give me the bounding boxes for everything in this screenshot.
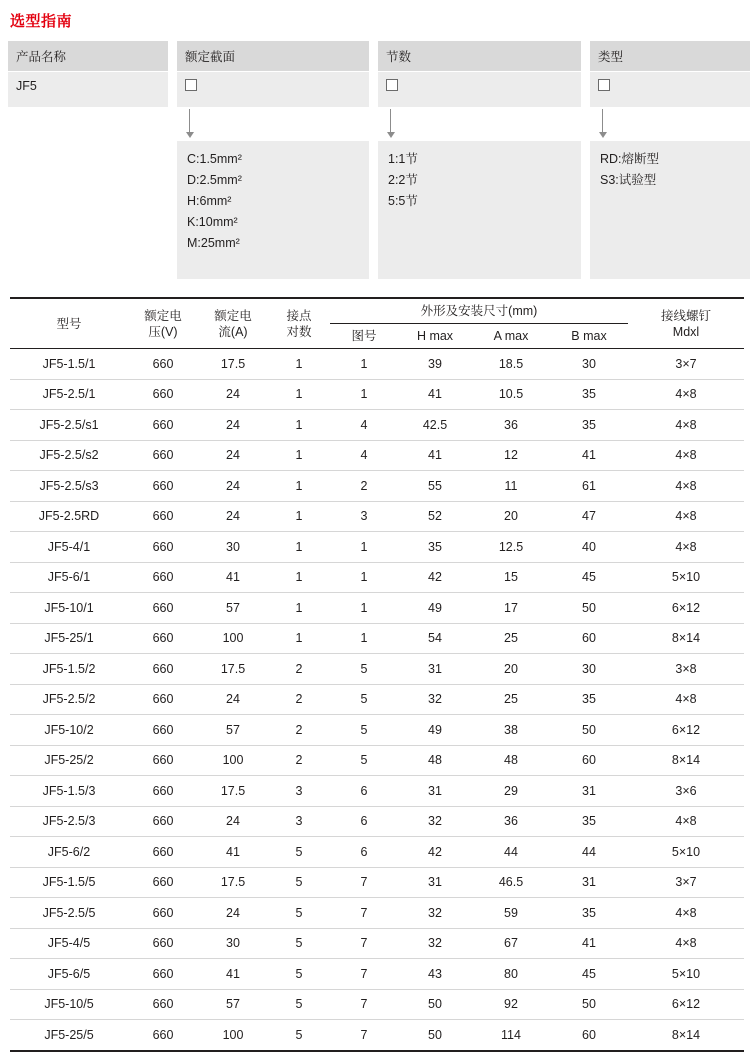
cell-voltage: 660 xyxy=(128,684,198,715)
cell-voltage: 660 xyxy=(128,837,198,868)
down-arrow-icon xyxy=(602,109,603,133)
cell-model: JF5-25/2 xyxy=(10,745,128,776)
cell-model: JF5-10/5 xyxy=(10,989,128,1020)
guide-option: H:6mm² xyxy=(187,194,232,208)
col-header-current-line1: 额定电 xyxy=(214,308,252,323)
cell-screw: 3×6 xyxy=(628,776,744,807)
cell-hmax: 32 xyxy=(398,898,472,929)
guide-header-type: 类型 xyxy=(590,41,750,72)
cell-voltage: 660 xyxy=(128,898,198,929)
cell-screw: 5×10 xyxy=(628,837,744,868)
cell-pairs: 1 xyxy=(268,410,330,441)
guide-option: 1:1节 xyxy=(388,152,418,166)
cell-figure: 1 xyxy=(330,379,398,410)
cell-bmax: 60 xyxy=(550,623,628,654)
guide-arrow-cross-section xyxy=(177,107,369,141)
guide-column-cross-section xyxy=(177,41,369,279)
cell-pairs: 1 xyxy=(268,501,330,532)
guide-checkbox-cell-cross-section xyxy=(177,72,369,107)
table-row xyxy=(10,837,744,868)
cell-figure: 1 xyxy=(330,532,398,563)
cell-model: JF5-25/1 xyxy=(10,623,128,654)
guide-options-cross-section xyxy=(177,141,369,279)
cell-amax: 36 xyxy=(472,806,550,837)
cell-model: JF5-2.5/3 xyxy=(10,806,128,837)
cell-voltage: 660 xyxy=(128,379,198,410)
cell-hmax: 55 xyxy=(398,471,472,502)
cell-bmax: 35 xyxy=(550,898,628,929)
cell-hmax: 52 xyxy=(398,501,472,532)
table-row xyxy=(10,928,744,959)
cell-current: 24 xyxy=(198,684,268,715)
cell-screw: 4×8 xyxy=(628,928,744,959)
cell-amax: 20 xyxy=(472,501,550,532)
cell-current: 24 xyxy=(198,471,268,502)
cell-figure: 2 xyxy=(330,471,398,502)
cell-model: JF5-4/5 xyxy=(10,928,128,959)
cell-screw: 4×8 xyxy=(628,898,744,929)
cell-model: JF5-1.5/5 xyxy=(10,867,128,898)
guide-options-type xyxy=(590,141,750,279)
cell-current: 41 xyxy=(198,837,268,868)
table-row xyxy=(10,501,744,532)
cell-voltage: 660 xyxy=(128,562,198,593)
cell-amax: 15 xyxy=(472,562,550,593)
guide-option: M:25mm² xyxy=(187,236,240,250)
table-row xyxy=(10,776,744,807)
table-row xyxy=(10,959,744,990)
cell-model: JF5-1.5/1 xyxy=(10,349,128,380)
cell-pairs: 5 xyxy=(268,837,330,868)
guide-column-type xyxy=(590,41,750,279)
table-row xyxy=(10,379,744,410)
cell-amax: 114 xyxy=(472,1020,550,1051)
col-header-screw xyxy=(628,298,744,349)
cell-pairs: 5 xyxy=(268,959,330,990)
cell-screw: 3×8 xyxy=(628,654,744,685)
cell-voltage: 660 xyxy=(128,715,198,746)
table-row xyxy=(10,745,744,776)
cell-current: 24 xyxy=(198,806,268,837)
down-arrow-icon xyxy=(189,109,190,133)
cell-current: 24 xyxy=(198,501,268,532)
cell-current: 100 xyxy=(198,745,268,776)
cell-screw: 4×8 xyxy=(628,471,744,502)
cell-amax: 10.5 xyxy=(472,379,550,410)
cell-screw: 8×14 xyxy=(628,623,744,654)
cell-voltage: 660 xyxy=(128,532,198,563)
cell-figure: 6 xyxy=(330,837,398,868)
cell-model: JF5-6/5 xyxy=(10,959,128,990)
cell-amax: 12.5 xyxy=(472,532,550,563)
table-row xyxy=(10,1020,744,1051)
col-header-pairs-line2: 对数 xyxy=(286,324,312,339)
cell-figure: 7 xyxy=(330,959,398,990)
cell-figure: 5 xyxy=(330,684,398,715)
cell-voltage: 660 xyxy=(128,806,198,837)
table-body xyxy=(10,349,744,1051)
cell-pairs: 2 xyxy=(268,684,330,715)
cell-bmax: 47 xyxy=(550,501,628,532)
table-row xyxy=(10,898,744,929)
cell-current: 24 xyxy=(198,410,268,441)
cell-figure: 5 xyxy=(330,654,398,685)
cell-bmax: 45 xyxy=(550,562,628,593)
cell-figure: 6 xyxy=(330,806,398,837)
table-row xyxy=(10,532,744,563)
cell-pairs: 5 xyxy=(268,989,330,1020)
cell-hmax: 31 xyxy=(398,867,472,898)
col-header-current xyxy=(198,298,268,349)
guide-option: 5:5节 xyxy=(388,194,418,208)
cell-screw: 5×10 xyxy=(628,959,744,990)
cell-hmax: 31 xyxy=(398,776,472,807)
cell-current: 24 xyxy=(198,379,268,410)
cell-figure: 7 xyxy=(330,989,398,1020)
cell-bmax: 35 xyxy=(550,684,628,715)
cell-screw: 6×12 xyxy=(628,989,744,1020)
cell-figure: 1 xyxy=(330,623,398,654)
cell-model: JF5-10/2 xyxy=(10,715,128,746)
cell-model: JF5-10/1 xyxy=(10,593,128,624)
guide-option: S3:试验型 xyxy=(600,173,657,187)
table-row xyxy=(10,989,744,1020)
cell-hmax: 43 xyxy=(398,959,472,990)
cell-bmax: 41 xyxy=(550,440,628,471)
cell-current: 17.5 xyxy=(198,349,268,380)
col-header-screw-line1: 接线螺钉 xyxy=(660,308,711,323)
col-header-dimensions-group: 外形及安装尺寸(mm) xyxy=(330,298,628,324)
cell-bmax: 50 xyxy=(550,989,628,1020)
cell-current: 57 xyxy=(198,989,268,1020)
cell-bmax: 30 xyxy=(550,349,628,380)
cell-pairs: 2 xyxy=(268,715,330,746)
cell-pairs: 5 xyxy=(268,1020,330,1051)
guide-option: D:2.5mm² xyxy=(187,173,242,187)
col-header-contact-pairs xyxy=(268,298,330,349)
col-header-current-line2: 流(A) xyxy=(218,324,248,339)
cell-figure: 1 xyxy=(330,349,398,380)
cell-current: 24 xyxy=(198,898,268,929)
cell-voltage: 660 xyxy=(128,1020,198,1051)
cell-amax: 48 xyxy=(472,745,550,776)
guide-column-product-name xyxy=(8,41,168,279)
cell-screw: 4×8 xyxy=(628,379,744,410)
col-header-amax: A max xyxy=(472,324,550,349)
cell-model: JF5-2.5/s2 xyxy=(10,440,128,471)
cell-current: 100 xyxy=(198,623,268,654)
cell-model: JF5-2.5/1 xyxy=(10,379,128,410)
cell-hmax: 42 xyxy=(398,562,472,593)
cell-screw: 4×8 xyxy=(628,501,744,532)
down-arrow-icon xyxy=(390,109,391,133)
cell-bmax: 41 xyxy=(550,928,628,959)
cell-amax: 92 xyxy=(472,989,550,1020)
cell-pairs: 3 xyxy=(268,806,330,837)
cell-bmax: 35 xyxy=(550,410,628,441)
cell-current: 30 xyxy=(198,928,268,959)
table-row xyxy=(10,410,744,441)
cell-bmax: 44 xyxy=(550,837,628,868)
cell-figure: 1 xyxy=(330,562,398,593)
cell-hmax: 41 xyxy=(398,440,472,471)
guide-option: C:1.5mm² xyxy=(187,152,242,166)
cell-amax: 80 xyxy=(472,959,550,990)
guide-options-sections xyxy=(378,141,581,279)
cell-hmax: 50 xyxy=(398,1020,472,1051)
cell-amax: 11 xyxy=(472,471,550,502)
cell-hmax: 35 xyxy=(398,532,472,563)
guide-checkbox-cell-type xyxy=(590,72,750,107)
cell-voltage: 660 xyxy=(128,471,198,502)
cell-current: 17.5 xyxy=(198,776,268,807)
cell-bmax: 31 xyxy=(550,867,628,898)
table-row xyxy=(10,715,744,746)
cell-screw: 4×8 xyxy=(628,440,744,471)
table-row xyxy=(10,562,744,593)
cell-current: 100 xyxy=(198,1020,268,1051)
checkbox-icon[interactable] xyxy=(598,79,610,91)
cell-screw: 4×8 xyxy=(628,410,744,441)
guide-option: 2:2节 xyxy=(388,173,418,187)
cell-screw: 5×10 xyxy=(628,562,744,593)
cell-amax: 67 xyxy=(472,928,550,959)
cell-voltage: 660 xyxy=(128,440,198,471)
cell-current: 57 xyxy=(198,593,268,624)
guide-arrow-placeholder-product-name xyxy=(8,107,168,141)
cell-figure: 7 xyxy=(330,867,398,898)
cell-figure: 1 xyxy=(330,593,398,624)
cell-model: JF5-25/5 xyxy=(10,1020,128,1051)
cell-current: 24 xyxy=(198,440,268,471)
cell-amax: 44 xyxy=(472,837,550,868)
cell-voltage: 660 xyxy=(128,745,198,776)
cell-amax: 17 xyxy=(472,593,550,624)
col-header-figure: 图号 xyxy=(330,324,398,349)
cell-voltage: 660 xyxy=(128,593,198,624)
guide-header-product-name: 产品名称 xyxy=(8,41,168,72)
cell-current: 17.5 xyxy=(198,867,268,898)
cell-model: JF5-2.5/5 xyxy=(10,898,128,929)
cell-hmax: 49 xyxy=(398,715,472,746)
cell-pairs: 1 xyxy=(268,623,330,654)
cell-current: 30 xyxy=(198,532,268,563)
cell-model: JF5-6/1 xyxy=(10,562,128,593)
cell-figure: 6 xyxy=(330,776,398,807)
cell-current: 57 xyxy=(198,715,268,746)
cell-pairs: 1 xyxy=(268,593,330,624)
cell-amax: 46.5 xyxy=(472,867,550,898)
cell-figure: 7 xyxy=(330,898,398,929)
cell-bmax: 50 xyxy=(550,593,628,624)
cell-hmax: 54 xyxy=(398,623,472,654)
checkbox-icon[interactable] xyxy=(386,79,398,91)
cell-model: JF5-2.5/2 xyxy=(10,684,128,715)
table-header xyxy=(10,298,744,349)
cell-screw: 4×8 xyxy=(628,684,744,715)
cell-hmax: 31 xyxy=(398,654,472,685)
cell-model: JF5-2.5/s1 xyxy=(10,410,128,441)
cell-figure: 7 xyxy=(330,1020,398,1051)
cell-pairs: 1 xyxy=(268,379,330,410)
cell-amax: 20 xyxy=(472,654,550,685)
cell-voltage: 660 xyxy=(128,410,198,441)
specification-table xyxy=(10,297,744,1052)
col-header-pairs-line1: 接点 xyxy=(286,308,312,323)
cell-pairs: 5 xyxy=(268,867,330,898)
cell-pairs: 1 xyxy=(268,349,330,380)
cell-model: JF5-2.5RD xyxy=(10,501,128,532)
table-row xyxy=(10,593,744,624)
table-row xyxy=(10,654,744,685)
cell-bmax: 35 xyxy=(550,806,628,837)
col-header-model: 型号 xyxy=(10,298,128,349)
cell-bmax: 60 xyxy=(550,1020,628,1051)
cell-voltage: 660 xyxy=(128,623,198,654)
cell-model: JF5-1.5/2 xyxy=(10,654,128,685)
cell-pairs: 1 xyxy=(268,440,330,471)
cell-hmax: 42 xyxy=(398,837,472,868)
cell-hmax: 39 xyxy=(398,349,472,380)
cell-amax: 25 xyxy=(472,684,550,715)
cell-screw: 8×14 xyxy=(628,745,744,776)
cell-figure: 3 xyxy=(330,501,398,532)
col-header-screw-line2: Mdxl xyxy=(672,324,700,339)
cell-screw: 4×8 xyxy=(628,806,744,837)
cell-current: 17.5 xyxy=(198,654,268,685)
table-row xyxy=(10,440,744,471)
selection-guide xyxy=(8,41,742,279)
cell-bmax: 31 xyxy=(550,776,628,807)
cell-hmax: 49 xyxy=(398,593,472,624)
cell-bmax: 45 xyxy=(550,959,628,990)
guide-arrow-type xyxy=(590,107,750,141)
cell-pairs: 1 xyxy=(268,562,330,593)
cell-pairs: 1 xyxy=(268,471,330,502)
cell-figure: 4 xyxy=(330,440,398,471)
cell-hmax: 50 xyxy=(398,989,472,1020)
cell-figure: 5 xyxy=(330,715,398,746)
cell-bmax: 40 xyxy=(550,532,628,563)
guide-header-sections: 节数 xyxy=(378,41,581,72)
col-header-bmax: B max xyxy=(550,324,628,349)
table-row xyxy=(10,623,744,654)
guide-option: K:10mm² xyxy=(187,215,238,229)
guide-arrow-sections xyxy=(378,107,581,141)
cell-voltage: 660 xyxy=(128,959,198,990)
col-header-voltage-line2: 压(V) xyxy=(148,324,178,339)
cell-amax: 29 xyxy=(472,776,550,807)
cell-model: JF5-2.5/s3 xyxy=(10,471,128,502)
cell-bmax: 61 xyxy=(550,471,628,502)
guide-header-cross-section: 额定截面 xyxy=(177,41,369,72)
cell-screw: 6×12 xyxy=(628,715,744,746)
table-row xyxy=(10,684,744,715)
cell-amax: 25 xyxy=(472,623,550,654)
cell-voltage: 660 xyxy=(128,654,198,685)
cell-hmax: 32 xyxy=(398,928,472,959)
cell-bmax: 35 xyxy=(550,379,628,410)
cell-screw: 6×12 xyxy=(628,593,744,624)
guide-checkbox-cell-sections xyxy=(378,72,581,107)
table-row xyxy=(10,349,744,380)
cell-amax: 36 xyxy=(472,410,550,441)
cell-current: 41 xyxy=(198,562,268,593)
cell-voltage: 660 xyxy=(128,928,198,959)
table-row xyxy=(10,806,744,837)
cell-screw: 3×7 xyxy=(628,349,744,380)
cell-pairs: 3 xyxy=(268,776,330,807)
col-header-voltage xyxy=(128,298,198,349)
cell-screw: 3×7 xyxy=(628,867,744,898)
cell-model: JF5-6/2 xyxy=(10,837,128,868)
checkbox-icon[interactable] xyxy=(185,79,197,91)
cell-screw: 8×14 xyxy=(628,1020,744,1051)
col-header-hmax: H max xyxy=(398,324,472,349)
guide-column-sections xyxy=(378,41,581,279)
cell-amax: 38 xyxy=(472,715,550,746)
table-row xyxy=(10,867,744,898)
cell-hmax: 41 xyxy=(398,379,472,410)
cell-bmax: 30 xyxy=(550,654,628,685)
cell-model: JF5-1.5/3 xyxy=(10,776,128,807)
cell-figure: 7 xyxy=(330,928,398,959)
cell-figure: 4 xyxy=(330,410,398,441)
cell-figure: 5 xyxy=(330,745,398,776)
cell-hmax: 48 xyxy=(398,745,472,776)
cell-bmax: 60 xyxy=(550,745,628,776)
page-title: 选型指南 xyxy=(10,13,73,30)
cell-hmax: 32 xyxy=(398,684,472,715)
guide-value-product-name: JF5 xyxy=(8,72,168,107)
table-row xyxy=(10,471,744,502)
cell-amax: 59 xyxy=(472,898,550,929)
cell-pairs: 1 xyxy=(268,532,330,563)
cell-screw: 4×8 xyxy=(628,532,744,563)
cell-current: 41 xyxy=(198,959,268,990)
guide-option: RD:熔断型 xyxy=(600,152,660,166)
cell-hmax: 32 xyxy=(398,806,472,837)
cell-voltage: 660 xyxy=(128,349,198,380)
cell-voltage: 660 xyxy=(128,776,198,807)
cell-model: JF5-4/1 xyxy=(10,532,128,563)
cell-voltage: 660 xyxy=(128,501,198,532)
cell-voltage: 660 xyxy=(128,867,198,898)
cell-bmax: 50 xyxy=(550,715,628,746)
cell-pairs: 2 xyxy=(268,745,330,776)
col-header-voltage-line1: 额定电 xyxy=(144,308,182,323)
cell-pairs: 5 xyxy=(268,898,330,929)
cell-amax: 18.5 xyxy=(472,349,550,380)
cell-pairs: 5 xyxy=(268,928,330,959)
cell-voltage: 660 xyxy=(128,989,198,1020)
cell-hmax: 42.5 xyxy=(398,410,472,441)
cell-amax: 12 xyxy=(472,440,550,471)
cell-pairs: 2 xyxy=(268,654,330,685)
